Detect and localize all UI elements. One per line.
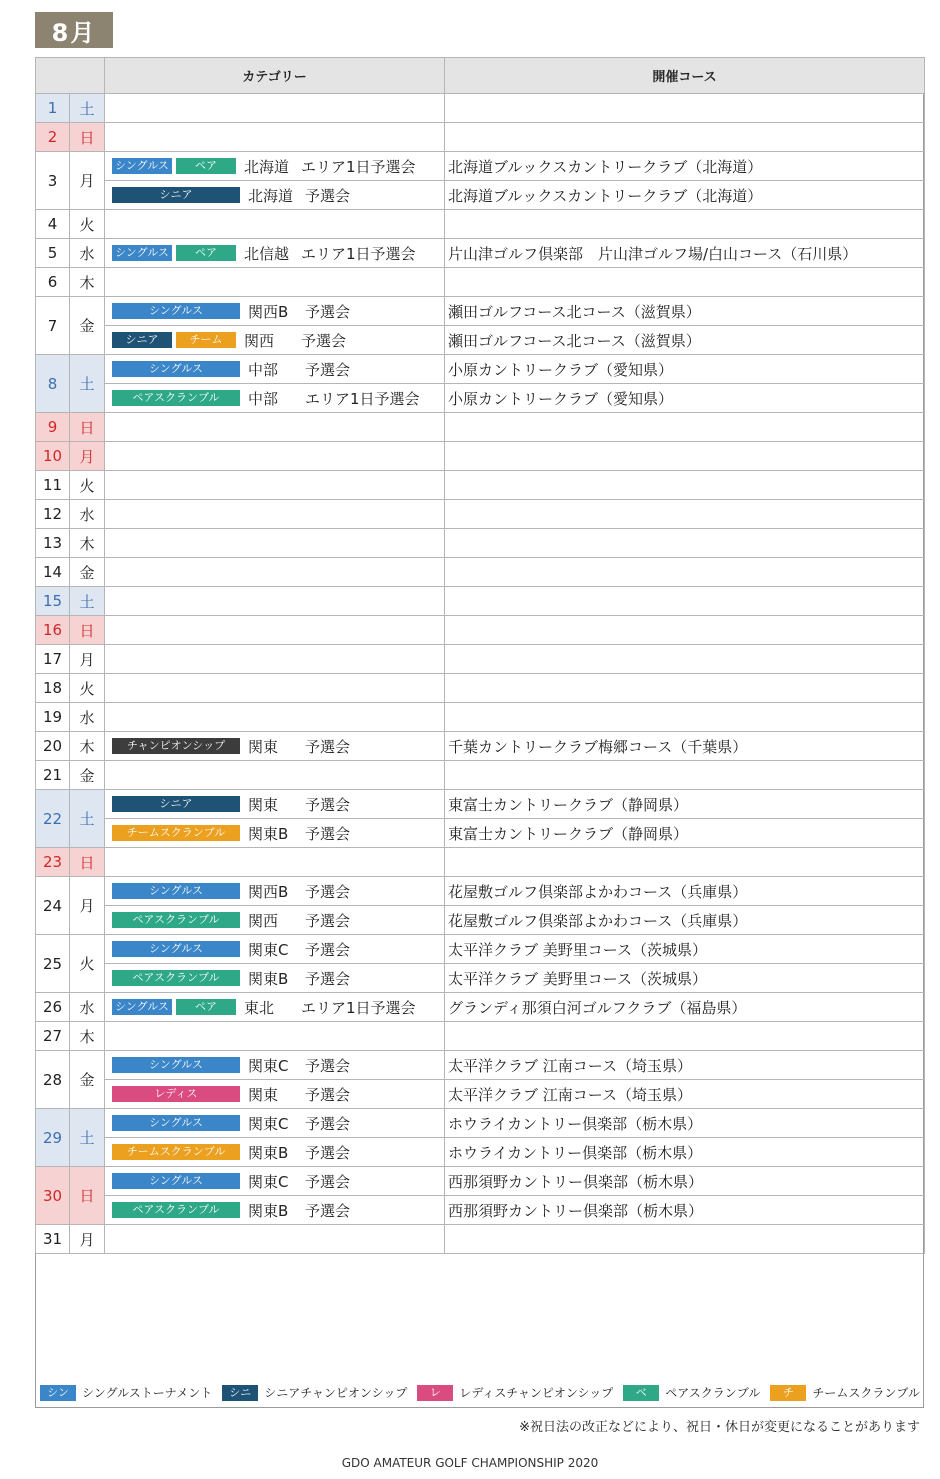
event-label: 予選会 [305,1172,351,1191]
category-cell [105,645,445,674]
event-label: 予選会 [305,911,351,930]
course-cell: 太平洋クラブ 美野里コース（茨城県） [445,935,925,964]
table-row [36,906,925,935]
table-row [36,297,925,326]
category-cell [105,906,445,935]
schedule-frame [35,57,924,1408]
region-label: 中部 [248,360,279,379]
category-cell [105,355,445,384]
category-tag: シニア [112,796,240,812]
category-cell [105,964,445,993]
category-tag: ペアスクランブル [112,390,240,406]
day-number: 10 [36,442,70,471]
day-number: 16 [36,616,70,645]
category-tag: チームスクランブル [112,1144,240,1160]
course-cell [445,94,925,123]
category-tag: シングルス [112,941,240,957]
category-tag: レディス [112,1086,240,1102]
table-row [36,703,925,732]
category-cell [105,848,445,877]
header-course: 開催コース [445,58,925,94]
table-row [36,123,925,152]
table-row [36,1109,925,1138]
event-label: エリア1日予選会 [301,998,416,1017]
table-row [36,645,925,674]
day-number: 8 [36,355,70,413]
table-row [36,877,925,906]
course-cell [445,471,925,500]
category-cell [105,529,445,558]
category-tag: チャンピオンシップ [112,738,240,754]
event-label: 予選会 [305,737,351,756]
course-cell [445,268,925,297]
course-cell: 太平洋クラブ 江南コース（埼玉県） [445,1051,925,1080]
category-cell [105,413,445,442]
category-cell [105,616,445,645]
category-cell [105,935,445,964]
table-row [36,471,925,500]
course-cell: 西那須野カントリー倶楽部（栃木県） [445,1167,925,1196]
region-label: 関東B [248,824,289,843]
weekday: 火 [70,210,105,239]
weekday: 火 [70,935,105,993]
event-label: 予選会 [305,1114,351,1133]
table-row [36,1022,925,1051]
weekday: 土 [70,94,105,123]
table-row [36,94,925,123]
category-tag: ペアスクランブル [112,1202,240,1218]
event-label: 予選会 [301,331,347,350]
schedule-body [36,94,925,1254]
category-tag: チーム [176,332,236,348]
table-row [36,732,925,761]
table-row [36,152,925,181]
course-cell [445,645,925,674]
weekday: 木 [70,732,105,761]
category-cell [105,819,445,848]
category-cell [105,1022,445,1051]
course-cell [445,558,925,587]
course-cell [445,1022,925,1051]
day-number: 29 [36,1109,70,1167]
event-label: 予選会 [305,302,351,321]
event-label: 予選会 [305,1201,351,1220]
day-number: 30 [36,1167,70,1225]
event-label: エリア1日予選会 [301,244,416,263]
legend-label: シングルストーナメント [82,1386,213,1400]
table-row [36,790,925,819]
weekday: 日 [70,123,105,152]
category-cell [105,1225,445,1254]
category-cell [105,239,445,268]
day-number: 5 [36,239,70,268]
category-cell [105,152,445,181]
course-cell [445,616,925,645]
region-label: 関東C [248,940,289,959]
day-number: 9 [36,413,70,442]
event-label: 予選会 [305,1143,351,1162]
day-number: 2 [36,123,70,152]
table-row [36,935,925,964]
weekday: 日 [70,1167,105,1225]
weekday: 木 [70,1022,105,1051]
event-label: 予選会 [305,186,351,205]
table-row [36,819,925,848]
course-cell [445,442,925,471]
category-tag: ペア [176,158,236,174]
table-row [36,848,925,877]
weekday: 火 [70,471,105,500]
event-label: 予選会 [305,1056,351,1075]
day-number: 6 [36,268,70,297]
day-number: 25 [36,935,70,993]
category-cell [105,471,445,500]
course-cell: 千葉カントリークラブ梅郷コース（千葉県） [445,732,925,761]
weekday: 火 [70,674,105,703]
region-label: 関東 [248,737,279,756]
region-label: 関東B [248,1143,289,1162]
course-cell [445,587,925,616]
day-number: 13 [36,529,70,558]
region-label: 関西B [248,302,289,321]
region-label: 関東C [248,1114,289,1133]
category-tag: シングルス [112,245,172,261]
day-number: 12 [36,500,70,529]
course-cell: 太平洋クラブ 美野里コース（茨城県） [445,964,925,993]
category-cell [105,558,445,587]
day-number: 3 [36,152,70,210]
day-number: 31 [36,1225,70,1254]
table-row [36,616,925,645]
legend [40,1384,930,1401]
course-cell [445,674,925,703]
table-row [36,1167,925,1196]
day-number: 20 [36,732,70,761]
table-row [36,674,925,703]
course-cell: 片山津ゴルフ倶楽部 片山津ゴルフ場/白山コース（石川県） [445,239,925,268]
legend-item [222,1384,407,1401]
category-cell [105,587,445,616]
category-cell [105,181,445,210]
legend-swatch: チ [770,1385,806,1401]
category-tag: チームスクランブル [112,825,240,841]
category-tag: シングルス [112,361,240,377]
course-cell: 北海道ブルックスカントリークラブ（北海道） [445,181,925,210]
legend-item [417,1384,613,1401]
table-row [36,355,925,384]
weekday: 水 [70,239,105,268]
legend-swatch: レ [417,1385,453,1401]
course-cell [445,1225,925,1254]
day-number: 28 [36,1051,70,1109]
category-cell [105,993,445,1022]
course-cell [445,413,925,442]
category-cell [105,703,445,732]
region-label: 北海道 [244,157,290,176]
weekday: 月 [70,152,105,210]
course-cell: 西那須野カントリー倶楽部（栃木県） [445,1196,925,1225]
course-cell: 太平洋クラブ 江南コース（埼玉県） [445,1080,925,1109]
region-label: 関東 [248,795,279,814]
weekday: 金 [70,558,105,587]
table-row [36,761,925,790]
table-row [36,558,925,587]
category-tag: シングルス [112,1173,240,1189]
category-tag: シングルス [112,158,172,174]
weekday: 日 [70,848,105,877]
event-label: 予選会 [305,824,351,843]
weekday: 水 [70,500,105,529]
event-label: 予選会 [305,969,351,988]
category-cell [105,1051,445,1080]
course-cell: 東富士カントリークラブ（静岡県） [445,790,925,819]
course-cell: グランディ那須白河ゴルフクラブ（福島県） [445,993,925,1022]
category-tag: ペアスクランブル [112,912,240,928]
weekday: 月 [70,877,105,935]
event-label: エリア1日予選会 [301,157,416,176]
region-label: 関東B [248,1201,289,1220]
course-cell: 瀬田ゴルフコース北コース（滋賀県） [445,326,925,355]
day-number: 17 [36,645,70,674]
day-number: 27 [36,1022,70,1051]
course-cell [445,529,925,558]
course-cell [445,761,925,790]
course-cell: 花屋敷ゴルフ倶楽部よかわコース（兵庫県） [445,877,925,906]
region-label: 関東C [248,1172,289,1191]
category-tag: シングルス [112,1057,240,1073]
category-tag: シニア [112,332,172,348]
day-number: 7 [36,297,70,355]
legend-swatch: シニ [222,1385,258,1401]
course-cell [445,703,925,732]
table-row [36,1080,925,1109]
category-cell [105,877,445,906]
table-row [36,500,925,529]
region-label: 東北 [244,998,275,1017]
table-row [36,1051,925,1080]
month-badge: 8月 [35,12,113,48]
category-cell [105,94,445,123]
weekday: 木 [70,529,105,558]
category-tag: シニア [112,187,240,203]
event-label: 予選会 [305,1085,351,1104]
category-cell [105,1109,445,1138]
weekday: 水 [70,993,105,1022]
category-tag: ペア [176,245,236,261]
weekday: 土 [70,587,105,616]
weekday: 月 [70,645,105,674]
day-number: 21 [36,761,70,790]
legend-label: レディスチャンピオンシップ [459,1386,614,1400]
category-tag: シングルス [112,303,240,319]
region-label: 中部 [248,389,279,408]
header-category: カテゴリー [105,58,445,94]
region-label: 関西 [244,331,275,350]
course-cell [445,123,925,152]
region-label: 関西B [248,882,289,901]
category-cell [105,123,445,152]
course-cell [445,500,925,529]
weekday: 木 [70,268,105,297]
category-cell [105,1080,445,1109]
table-row [36,529,925,558]
table-row [36,268,925,297]
footer-title: GDO AMATEUR GOLF CHAMPIONSHIP 2020 [341,1456,599,1470]
course-cell: 瀬田ゴルフコース北コース（滋賀県） [445,297,925,326]
table-header-row [36,58,925,94]
weekday: 日 [70,616,105,645]
region-label: 関東B [248,969,289,988]
weekday: 金 [70,761,105,790]
table-row [36,1138,925,1167]
table-row [36,993,925,1022]
course-cell: ホウライカントリー倶楽部（栃木県） [445,1109,925,1138]
table-row [36,239,925,268]
region-label: 北海道 [248,186,294,205]
weekday: 水 [70,703,105,732]
region-label: 関東C [248,1056,289,1075]
category-cell [105,210,445,239]
region-label: 関西 [248,911,279,930]
table-row [36,442,925,471]
day-number: 15 [36,587,70,616]
category-tag: ペア [176,999,236,1015]
day-number: 24 [36,877,70,935]
category-cell [105,268,445,297]
table-row [36,210,925,239]
table-row [36,1225,925,1254]
day-number: 26 [36,993,70,1022]
course-cell: 小原カントリークラブ（愛知県） [445,355,925,384]
day-number: 18 [36,674,70,703]
table-row [36,413,925,442]
table-row [36,326,925,355]
course-cell: 東富士カントリークラブ（静岡県） [445,819,925,848]
category-cell [105,790,445,819]
table-row [36,181,925,210]
category-cell [105,384,445,413]
course-cell [445,210,925,239]
category-cell [105,732,445,761]
course-cell: 小原カントリークラブ（愛知県） [445,384,925,413]
legend-item [40,1384,212,1401]
table-row [36,1196,925,1225]
legend-label: チームスクランブル [812,1386,920,1400]
legend-item [770,1384,920,1401]
legend-swatch: シン [40,1385,76,1401]
category-tag: シングルス [112,999,172,1015]
event-label: 予選会 [305,882,351,901]
weekday: 月 [70,1225,105,1254]
category-cell [105,442,445,471]
day-number: 23 [36,848,70,877]
weekday: 土 [70,790,105,848]
table-row [36,964,925,993]
category-tag: シングルス [112,883,240,899]
legend-swatch: ベ [623,1385,659,1401]
category-tag: シングルス [112,1115,240,1131]
region-label: 関東 [248,1085,279,1104]
weekday: 日 [70,413,105,442]
category-tag: ペアスクランブル [112,970,240,986]
course-cell: 北海道ブルックスカントリークラブ（北海道） [445,152,925,181]
event-label: 予選会 [305,360,351,379]
legend-label: シニアチャンピオンシップ [264,1386,408,1400]
weekday: 金 [70,297,105,355]
holiday-note: ※祝日法の改正などにより、祝日・休日が変更になることがあります [519,1420,920,1435]
legend-label: ペアスクランブル [665,1386,761,1400]
weekday: 月 [70,442,105,471]
category-cell [105,1196,445,1225]
category-cell [105,297,445,326]
day-number: 19 [36,703,70,732]
weekday: 土 [70,1109,105,1167]
region-label: 北信越 [244,244,290,263]
event-label: エリア1日予選会 [305,389,420,408]
category-cell [105,326,445,355]
day-number: 4 [36,210,70,239]
weekday: 土 [70,355,105,413]
legend-item [623,1384,760,1401]
course-cell [445,848,925,877]
category-cell [105,1138,445,1167]
day-number: 14 [36,558,70,587]
course-cell: ホウライカントリー倶楽部（栃木県） [445,1138,925,1167]
category-cell [105,761,445,790]
category-cell [105,1167,445,1196]
weekday: 金 [70,1051,105,1109]
event-label: 予選会 [305,940,351,959]
category-cell [105,500,445,529]
category-cell [105,674,445,703]
table-row [36,384,925,413]
day-number: 11 [36,471,70,500]
event-label: 予選会 [305,795,351,814]
day-number: 1 [36,94,70,123]
header-date [36,58,105,94]
course-cell: 花屋敷ゴルフ倶楽部よかわコース（兵庫県） [445,906,925,935]
schedule-table [35,57,925,1254]
table-row [36,587,925,616]
day-number: 22 [36,790,70,848]
